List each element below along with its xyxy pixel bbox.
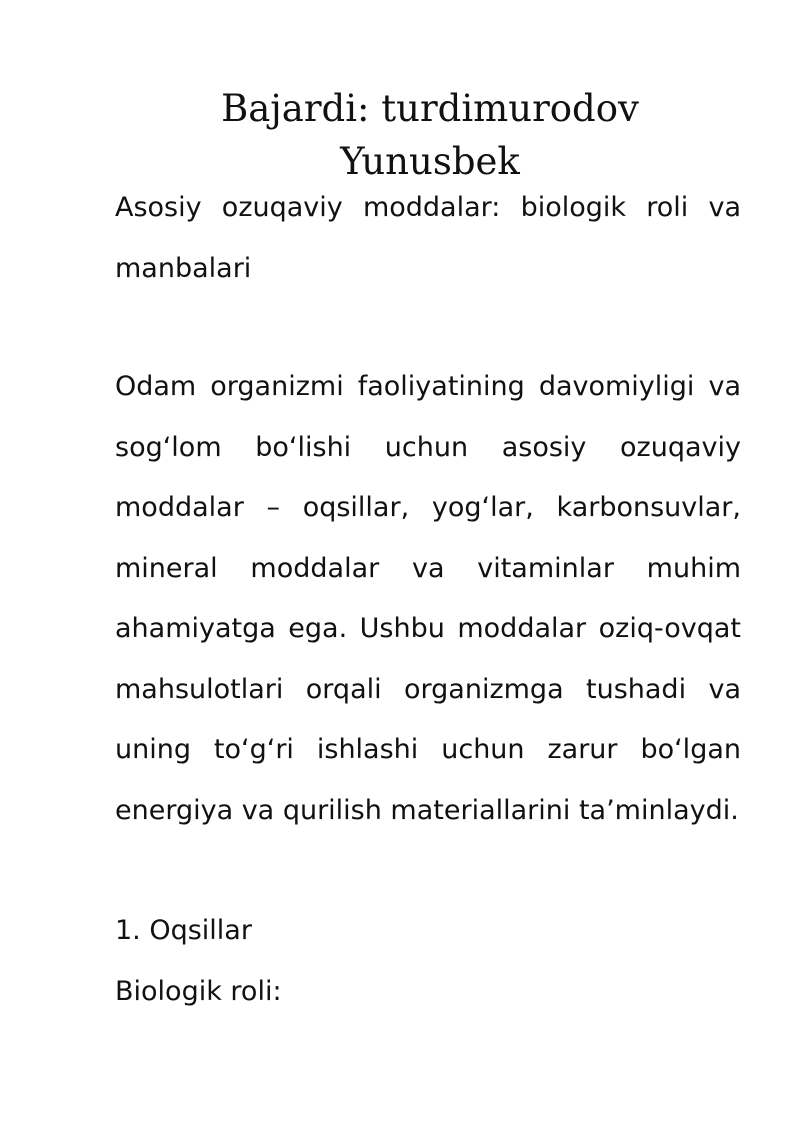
intro-paragraph: Odam organizmi faoliyatining davomiyligi va sog‘lom bo‘lishi uchun asosiy ozuqaviy moddalar – oqsillar, yog‘lar, karbonsuvlar, mineral moddalar va vitaminlar muhim ahamiyatga ega. Ushbu moddalar oziq-ovqat mahsulotlari orqali organizmga tushadi va uning to‘g‘ri ishlashi uchun zarur bo‘lgan energiya va qurilish materiallarini ta’minlaydi.: [115, 371, 741, 826]
section-title: 1. Oqsillar: [115, 915, 252, 946]
subsection-label: Biologik roli:: [115, 976, 282, 1007]
document-title: Bajardi: turdimurodov Yunusbek: [221, 87, 639, 183]
document-heading: Asosiy ozuqaviy moddalar: biologik roli va manbalari: [115, 192, 741, 284]
